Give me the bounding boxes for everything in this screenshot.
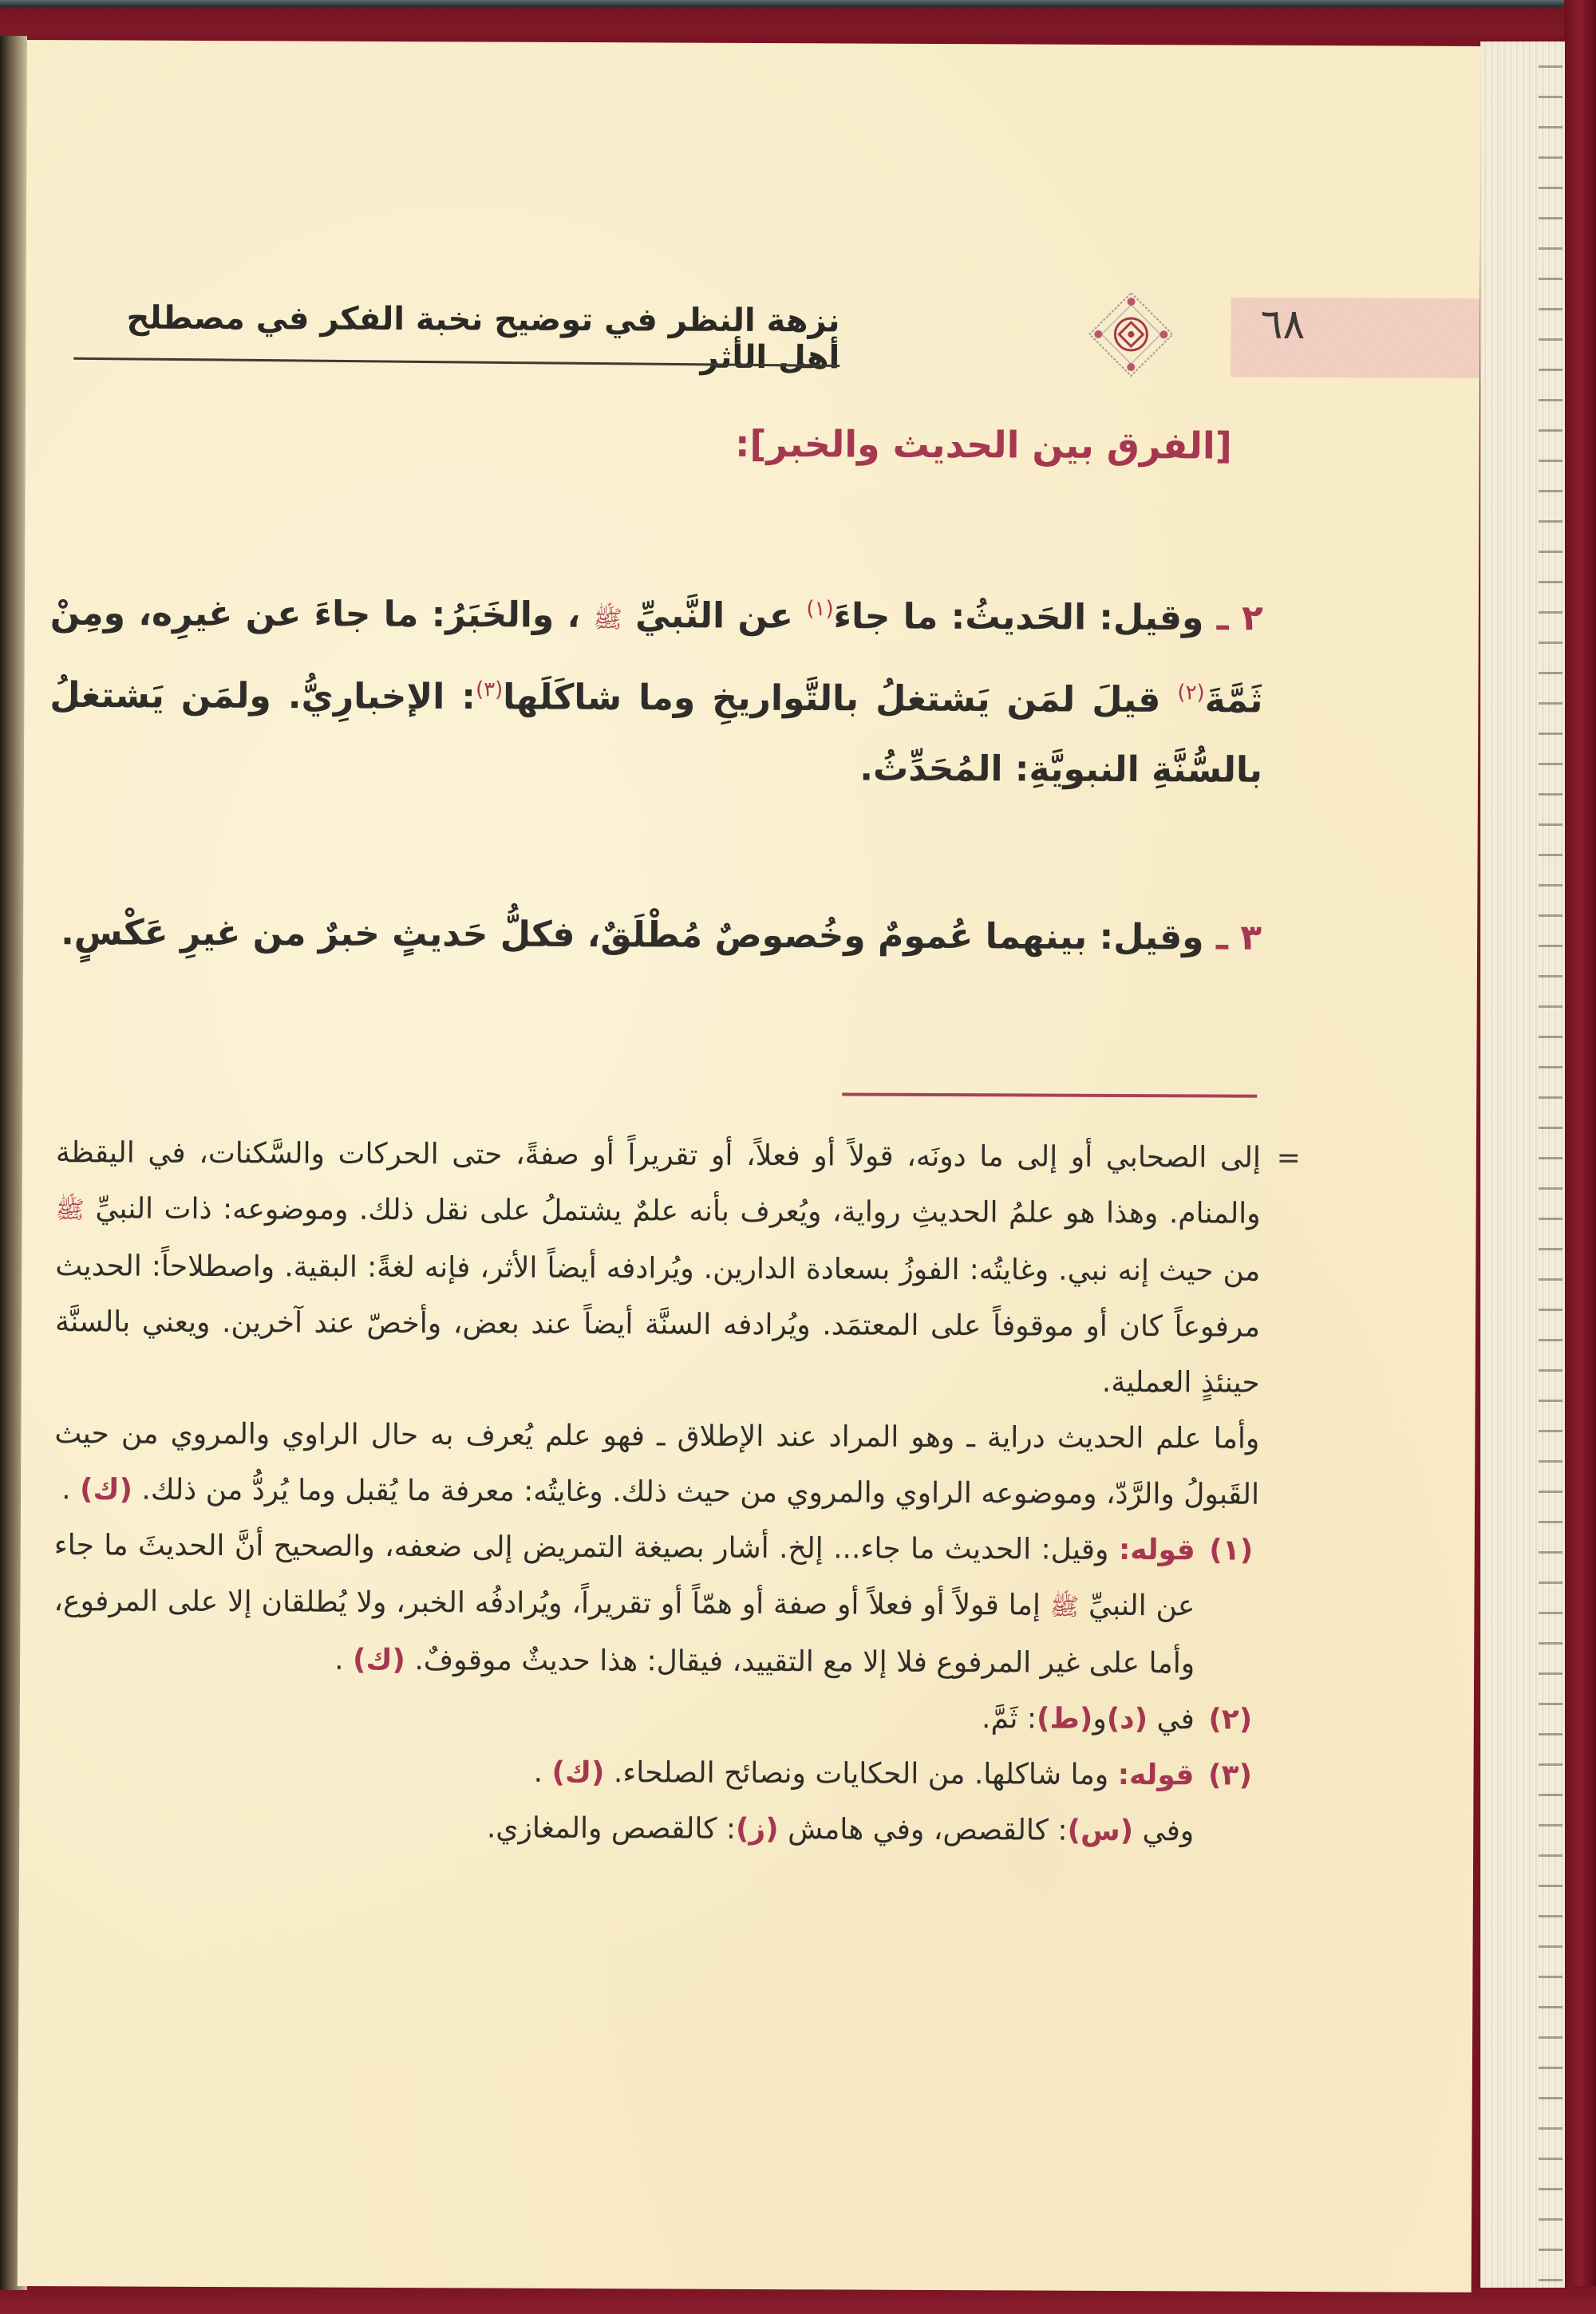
footnote-continuation [54,1125,1301,1412]
footnotes [53,1125,1301,1860]
paragraph-text: ، والخَبَرُ: ما جاءَ عن غيرِه، ومِنْ ثَمَّةَ [49,592,1263,721]
siglum: (س) [1067,1814,1134,1848]
paragraph-text: وقيل: الحَديثُ: ما جاءَ [833,596,1204,639]
main-paragraph-2 [49,571,1263,806]
siglum: (ك) [352,1643,406,1677]
footnote-text: : كالقصص، وفي هامش [788,1813,1068,1847]
footnote-text: : كالقصص والمغازي. [486,1811,737,1846]
honorific-glyph: ﷺ [1049,1593,1080,1621]
footnote-lead: قوله: [1117,1758,1195,1792]
page-number: ٦٨ [1260,300,1306,349]
siglum: (د) [1106,1702,1148,1736]
siglum: (ط) [1036,1702,1093,1736]
footnote-ref-3[interactable]: (٣) [475,677,504,702]
item-number: ٢ ـ [1216,598,1263,639]
footnote-text: إلى الصحابي أو إلى ما دونَه، قولاً أو فعلاً، أو تقريراً أو صفةً، حتى الحركات والسَّكنات، في اليقظة والمنام. وهذا هو علمُ الحديثِ رواية، ويُعرف بأنه علمٌ يشتملُ على نقل ذلك. وموضوعه: ذات النبيِّ [55,1136,1261,1230]
book-cover-right [1564,0,1596,2314]
paragraph-text: عن النَّبيِّ [634,594,794,637]
paragraph-text: : الإخبارِيُّ. ولمَن يَشتغلُ بالسُّنَّةِ النبويَّةِ: المُحَدِّثُ. [49,674,1263,792]
footnote-text: وما شاكلها. من الحكايات ونصائح الصلحاء. [613,1756,1109,1791]
footnote-marker: (٢) [1208,1703,1253,1736]
footnote-text: وقيل: الحديث ما جاء... إلخ. أشار بصيغة التمريض إلى ضعفه، والصحيح أنَّ الحديثَ ما جاء عن النبيِّ [53,1529,1195,1623]
page-edges [1480,41,1565,2288]
footnote-ref-2[interactable]: (٢) [1177,680,1205,705]
item-number: ٣ ـ [1215,917,1262,958]
footnote-text: إما قولاً أو فعلاً أو صفة أو همّاً أو تقريراً، ويُرادفُه الخبر، ولا يُطلقان إلا على المرفوع، وأما على غير المرفوع فلا إلا مع التقييد، فيقال: هذا حديثٌ موقوفٌ. [53,1585,1195,1680]
footnote-1: (١) قوله: وقيل: الحديث ما جاء... إلخ. أشار بصيغة التمريض إلى ضعفه، والصحيح أنَّ الحديثَ ما جاء عن النبيِّ ﷺ إما قولاً أو فعلاً أو صفة أو همّاً أو تقريراً، ويُرادفُه الخبر، ولا يُطلقان إلا على المرفوع، وأما على غير المرفوع فلا إلا مع التقييد، فيقال: هذا حديثٌ موقوفٌ. (ك) . [53,1518,1259,1692]
running-title: نزهة النظر في توضيح نخبة الفكر في مصطلح أهل الأثر [126,299,840,377]
arabesque-ornament-icon [1087,290,1175,378]
footnote-text: وفي [1142,1814,1195,1848]
siglum: (ك) [551,1755,605,1790]
book-cover-top [0,0,1596,36]
stitch-marks [1539,41,1562,2288]
footnote-text: و [1092,1702,1107,1736]
footnote-marker: (٣) [1207,1759,1253,1792]
section-title: [الفرق بين الحديث والخبر]: [734,421,1232,468]
honorific-glyph: ﷺ [55,1196,85,1225]
footnote-text: وأما علم الحديث دراية ـ وهو المراد عند الإطلاق ـ فهو علم يُعرف به حال الراوي والمروي من حيث القَبولُ والرَّدّ، وموضوعه الراوي والمروي من حيث ذلك. وغايتُه: معرفة ما يُقبل وما يُردُّ من ذلك. [54,1417,1260,1511]
honorific-glyph: ﷺ [593,605,622,634]
main-paragraph-3 [49,898,1262,973]
siglum: (ك) [80,1473,133,1506]
footnote-text: : ثَمَّ. [981,1702,1037,1736]
footnote-2 [53,1687,1258,1748]
footnote-ref-1[interactable]: (١) [806,597,834,622]
paragraph-text: وقيل: بينهما عُمومٌ وخُصوصٌ مُطْلَقٌ، فكلُّ حَديثٍ خبرٌ من غيرِ عَكْسٍ. [61,912,1204,958]
page-header [26,247,1480,377]
paragraph-text: قيلَ لمَن يَشتغلُ بالتَّواريخِ وما شاكَلَها [503,676,1161,721]
book-page [18,40,1481,2292]
footnote-continuation-2: وأما علم الحديث دراية ـ وهو المراد عند الإطلاق ـ فهو علم يُعرف به حال الراوي والمروي من حيث القَبولُ والرَّدّ، وموضوعه الراوي والمروي من حيث ذلك. وغايتُه: معرفة ما يُقبل وما يُردُّ من ذلك. (ك) . [54,1417,1260,1511]
siglum: (ز) [735,1812,779,1846]
footnote-3: (٣) قوله: وما شاكلها. من الحكايات ونصائح الصلحاء. (ك) . وفي (س): كالقصص، وفي هامش (ز): كالقصص والمغازي. [53,1743,1258,1860]
continuation-mark: = [1276,1141,1301,1175]
footnote-lead: قوله: [1118,1533,1195,1567]
footnote-marker: (١) [1209,1534,1254,1567]
footnote-text: من حيث إنه نبي. وغايتُه: الفوزُ بسعادة الدارين. ويُرادفه أيضاً الأثر، فإنه لغةً: البقية. واصطلاحاً: الحديث مرفوعاً كان أو موقوفاً على المعتمَد. ويُرادفه السنَّة أيضاً عند بعض، وأخصّ عند آخرين. ويعني بالسنَّة حينئذٍ العملية. [54,1250,1261,1400]
footnote-text: في [1156,1703,1195,1736]
footnote-separator [842,1092,1257,1097]
